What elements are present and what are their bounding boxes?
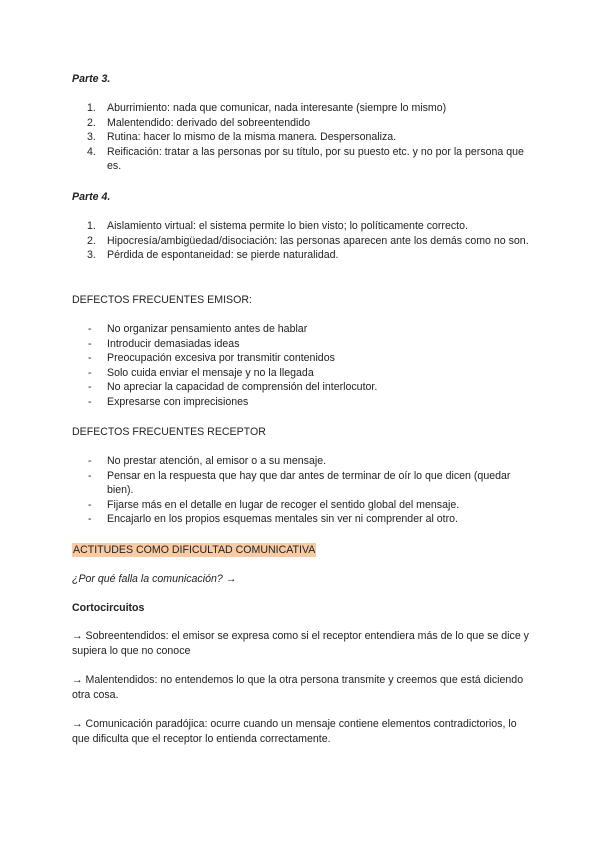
list-number: 1.	[87, 220, 96, 232]
emitter-list	[72, 322, 532, 410]
dash-bullet: -	[88, 352, 92, 365]
receiver-list	[72, 454, 532, 527]
dash-bullet: -	[88, 323, 92, 335]
list-number: 1.	[87, 102, 96, 114]
list-item: - Preocupación excesiva por transmitir contenidos	[88, 352, 335, 365]
list-item: - Introducir demasiadas ideas	[88, 337, 240, 350]
question-text: ¿Por qué falla la comunicación? →	[72, 573, 237, 585]
subtitle-line	[72, 601, 532, 615]
paragraph-malentendidos: → Malentendidos: no entendemos lo que la otra persona transmite y creemos que está diciendo otra cosa.	[72, 674, 524, 701]
list-item: 2. Malentendido: derivado del sobreentendido	[87, 116, 311, 129]
list-item: - No organizar pensamiento antes de hablar	[88, 323, 308, 335]
list-item: 4. Reificación: tratar a las personas por su título, por su puesto etc. y no por la persona que es.	[87, 145, 524, 173]
list-item: - Solo cuida enviar el mensaje y no la llegada	[88, 366, 314, 379]
dash-bullet: -	[88, 469, 92, 482]
list-number: 2.	[87, 234, 96, 247]
list-item: 3. Pérdida de espontaneidad: se pierde naturalidad.	[87, 249, 339, 262]
dash-bullet: -	[88, 366, 92, 379]
part4-title: Parte 4.	[72, 191, 111, 203]
list-item: - Expresarse con imprecisiones	[88, 395, 249, 408]
list-item: 1. Aburrimiento: nada que comunicar, nada interesante (siempre lo mismo)	[87, 102, 447, 114]
dash-bullet: -	[88, 455, 92, 467]
attitudes-section	[72, 543, 532, 557]
highlighted-heading: ACTITUDES COMO DIFICULTAD COMUNICATIVA	[73, 544, 316, 556]
part4-list	[72, 219, 532, 263]
paragraph-paradojica: → Comunicación paradójica: ocurre cuando un mensaje contiene elementos contradictorios, lo que dificulta que el receptor lo entienda correctamente.	[72, 718, 517, 745]
list-number: 4.	[87, 145, 96, 158]
dash-bullet: -	[88, 395, 92, 408]
list-item: 1. Aislamiento virtual: el sistema permite lo bien visto; lo políticamente correcto.	[87, 220, 468, 232]
list-number: 2.	[87, 116, 96, 129]
list-item: - Fijarse más en el detalle en lugar de recoger el sentido global del mensaje.	[88, 498, 460, 511]
list-item: 3. Rutina: hacer lo mismo de la misma manera. Despersonaliza.	[87, 131, 397, 144]
emitter-title: DEFECTOS FRECUENTES EMISOR:	[72, 294, 252, 306]
dash-bullet: -	[88, 337, 92, 350]
dash-bullet: -	[88, 498, 92, 511]
list-item: - No apreciar la capacidad de comprensión del interlocutor.	[88, 381, 378, 394]
list-number: 3.	[87, 131, 96, 144]
dash-bullet: -	[88, 381, 92, 394]
paragraph-sobreentendidos: → Sobreentendidos: el emisor se expresa como si el receptor entendiera más de lo que se dice y supiera lo que no conoce	[72, 630, 529, 657]
emitter-section	[72, 293, 532, 307]
part3-title: Parte 3.	[72, 73, 111, 85]
list-number: 3.	[87, 249, 96, 262]
receiver-title: DEFECTOS FRECUENTES RECEPTOR	[72, 426, 266, 438]
part3-list	[72, 101, 532, 174]
receiver-section	[72, 425, 532, 439]
list-item: - Pensar en la respuesta que hay que dar antes de terminar de oír lo que dicen (quedar bien).	[88, 469, 511, 497]
list-item: - Encajarlo en los propios esquemas mentales sin ver ni comprender al otro.	[88, 513, 458, 526]
part3-section	[72, 72, 532, 86]
subtitle-text: Cortocircuitos	[72, 602, 145, 614]
dash-bullet: -	[88, 513, 92, 526]
list-item: - No prestar atención, al emisor o a su mensaje.	[88, 455, 327, 467]
list-item: 2. Hipocresía/ambigüedad/disociación: las personas aparecen ante los demás como no son.	[87, 234, 529, 247]
part4-section	[72, 190, 532, 204]
question-line	[72, 572, 532, 586]
